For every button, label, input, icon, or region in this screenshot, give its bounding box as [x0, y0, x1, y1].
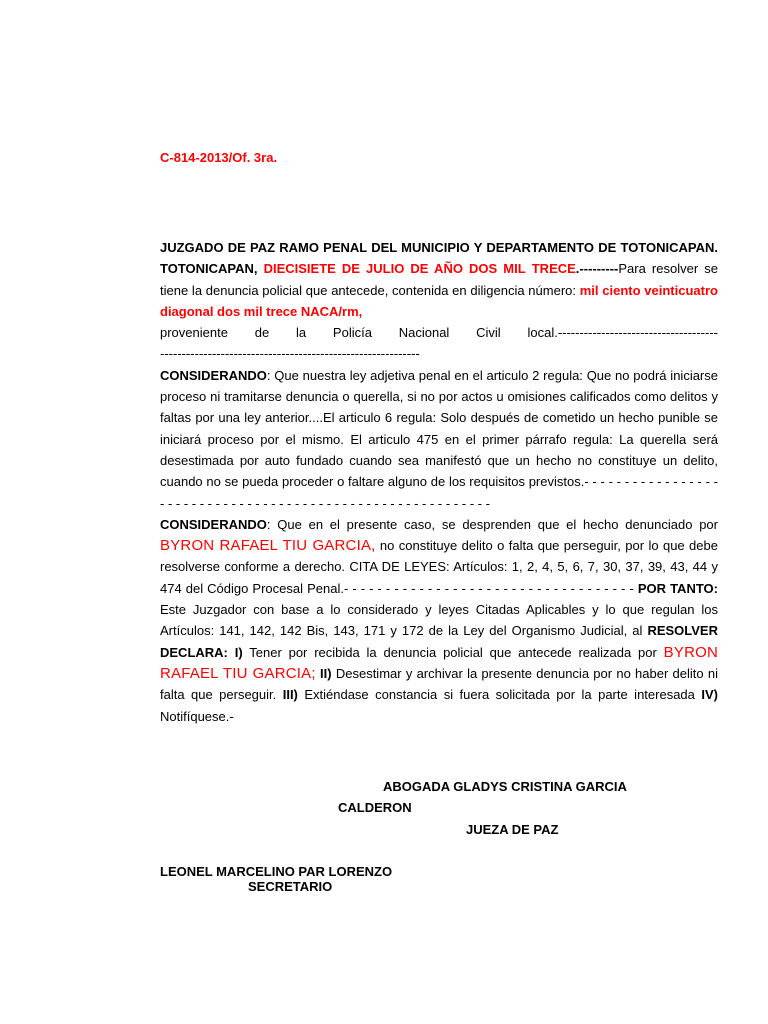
- judge-name-line-2: CALDERON: [338, 800, 412, 815]
- diligence-number: mil ciento veinticuatro diagonal dos mil trece NACA/rm,: [160, 282, 718, 319]
- resolution-point-3: Extiéndase constancia si fuera solicitada por la parte interesada: [304, 687, 695, 703]
- judge-name-line-1: ABOGADA GLADYS CRISTINA GARCIA: [383, 779, 627, 794]
- considerando-2: [160, 514, 718, 727]
- case-number: C-814-2013/Of. 3ra.: [160, 150, 278, 165]
- court-heading: JUZGADO DE PAZ RAMO PENAL DEL MUNICIPIO Y DEPARTAMENTO DE TOTONICAPAN. TOTONICAPAN,: [160, 240, 718, 277]
- considerando-1: [160, 365, 718, 514]
- resolution-date: DIECISIETE DE JULIO DE AÑO DOS MIL: [263, 261, 526, 277]
- intro-paragraph: [160, 237, 718, 322]
- considerando-1-text: : Que nuestra ley adjetiva penal en el articulo 2 regula: Que no podrá iniciarse proceso ni tramitarse denuncia o querella, si no por actos u omisiones calificados como delitos y faltas por una ley anterior....El articulo 6 regula: Solo después de cometido un hecho punible se iniciará proceso por el mismo. El articulo 475 en el primer párrafo regula: La querella será desestimada por auto fundado cuando sea manifestó que un hecho no constituye un delito, cuando no se pueda proceder o faltare alguno de los requisitos previstos.- - - - - - - - - - - - - - - - - - - - - - - - - - - - - - - - - - - - - - - - - - - - - - - - - - - - - - - - - - -: [160, 367, 718, 511]
- dash-separator: .---------: [575, 261, 619, 277]
- judge-title: JUEZA DE PAZ: [466, 822, 559, 837]
- point-number: II): [320, 665, 332, 681]
- secretary-title: SECRETARIO: [248, 879, 333, 894]
- resolution-point-2: Desestimar y archivar la presente denuncia por no haber delito ni falta que perseguir.: [160, 665, 718, 703]
- point-number: III): [282, 687, 298, 703]
- considerando-2-text: no constituye delito o falta que perseguir, por lo que debe resolverse conforme a derecho. CITA DE LEYES: Artículos: 1, 2, 4, 5, 6, 7, 30, 37, 39, 43, 44 y 474 del Código Procesal Penal.- - - - - - - - - - - - - - - - - - - - - - - - - - - - - - - - - - -: [160, 538, 718, 596]
- por-tanto-text: Este Juzgador con base a lo considerado y leyes Citadas Aplicables y lo que regulan los Artículos: 141, 142, 142 Bis, 143, 171 y 172 de la Ley del Organismo Judicial, al: [160, 602, 718, 639]
- resolution-date-end: TRECE: [531, 261, 576, 277]
- secretary-name: LEONEL MARCELINO PAR LORENZO: [160, 864, 393, 879]
- considerando-label: CONSIDERANDO: [160, 516, 267, 532]
- resolution-point-1: Tener por recibida la denuncia policial que antecede realizada por: [249, 644, 657, 660]
- por-tanto-label: POR TANTO:: [637, 580, 718, 596]
- resolution-point-4: Notifíquese.-: [160, 708, 234, 724]
- resolver-declara-label: RESOLVER DECLARA: I): [160, 623, 718, 660]
- considerando-2-text: : Que en el presente caso, se desprenden que el hecho denunciado por: [266, 516, 718, 532]
- resolution-body: [160, 237, 718, 727]
- dash-line: ------------------------------------------------------------: [160, 346, 420, 362]
- considerando-label: CONSIDERANDO: [160, 367, 267, 383]
- accused-name: BYRON RAFAEL TIU GARCIA;: [160, 643, 718, 682]
- point-number: IV): [701, 687, 718, 703]
- origin-line: proveniente de la Policía Nacional Civil local.-------------------------------------: [160, 325, 718, 341]
- accused-name: BYRON RAFAEL TIU GARCIA,: [160, 537, 376, 555]
- intro-text: Para resolver se tiene la denuncia policial que antecede, contenida en diligencia número:: [160, 261, 718, 298]
